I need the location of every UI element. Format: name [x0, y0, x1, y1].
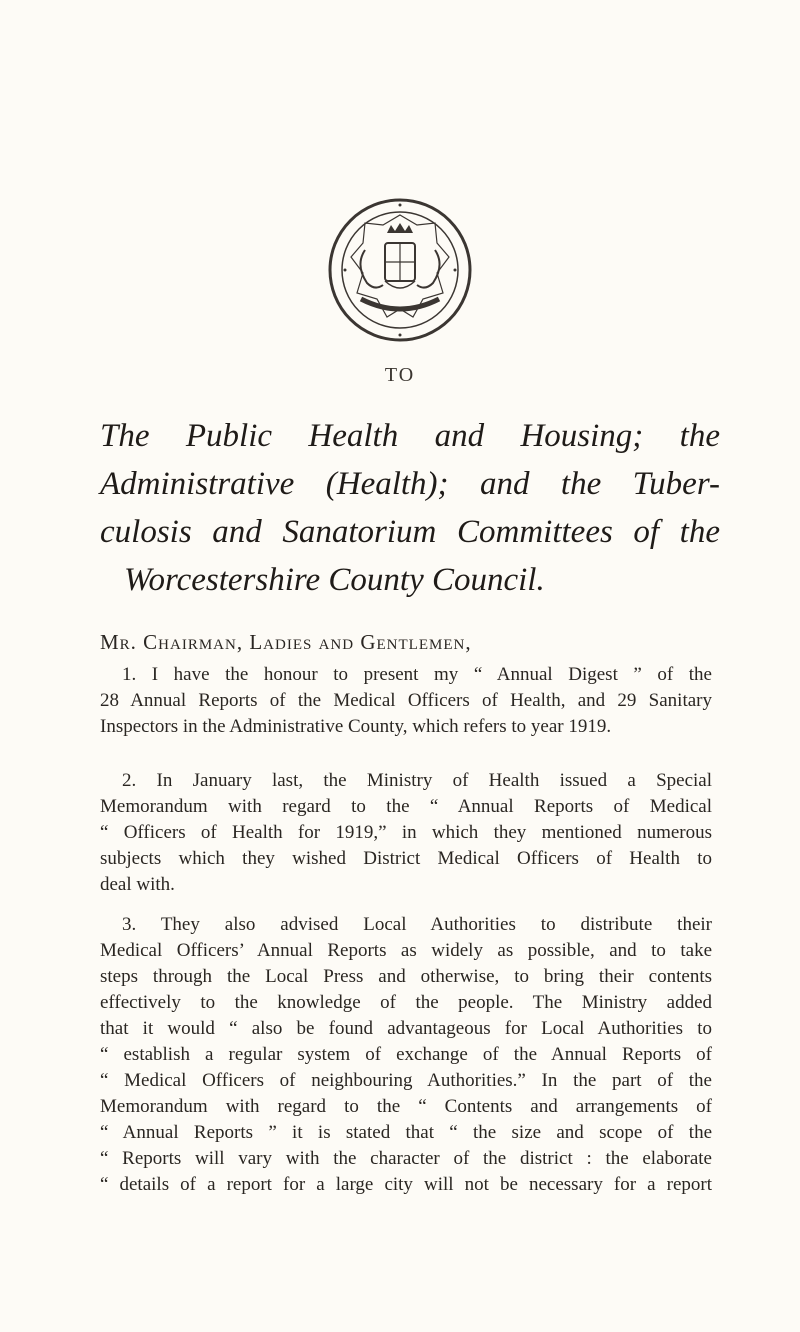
paragraph-line: “ details of a report for a large city will not be necessary for a report [100, 1174, 712, 1195]
paragraph-line: Memorandum with regard to the “ Contents and arrangements of [100, 1096, 712, 1117]
paragraph-line: 2. In January last, the Ministry of Health issued a Special [122, 770, 712, 791]
dedication-line: The Public Health and Housing; the [100, 418, 720, 454]
paragraph-line: Medical Officers’ Annual Reports as widely as possible, and to take [100, 940, 712, 961]
dedication-line: Worcestershire County Council. [124, 562, 545, 598]
paragraph-line: “ Officers of Health for 1919,” in which they mentioned numerous [100, 822, 712, 843]
paragraph-2 [100, 768, 712, 898]
paragraph-line: “ Reports will vary with the character of the district : the elaborate [100, 1148, 712, 1169]
paragraph-3 [100, 912, 712, 1198]
paragraph-line: Memorandum with regard to the “ Annual Reports of Medical [100, 796, 712, 817]
paragraph-line: 1. I have the honour to present my “ Annual Digest ” of the [122, 664, 712, 685]
paragraph-line: deal with. [100, 874, 175, 895]
salutation: Mr. Chairman, Ladies and Gentlemen, [100, 630, 472, 654]
paragraph-line: “ Annual Reports ” it is stated that “ the size and scope of the [100, 1122, 712, 1143]
paragraph-line: subjects which they wished District Medical Officers of Health to [100, 848, 712, 869]
paragraph-line: steps through the Local Press and otherwise, to bring their contents [100, 966, 712, 987]
paragraph-line: “ establish a regular system of exchange of the Annual Reports of [100, 1044, 712, 1065]
paragraph-line: 28 Annual Reports of the Medical Officers of Health, and 29 Sanitary [100, 690, 712, 711]
paragraph-line: that it would “ also be found advantageous for Local Authorities to [100, 1018, 712, 1039]
paragraph-line: Inspectors in the Administrative County, which refers to year 1919. [100, 716, 612, 737]
royal-coat-of-arms-seal-icon [325, 195, 475, 345]
paragraph-line: effectively to the knowledge of the people. The Ministry added [100, 992, 712, 1013]
paragraph-line: “ Medical Officers of neighbouring Authorities.” In the part of the [100, 1070, 712, 1091]
paragraph-line: 3. They also advised Local Authorities to distribute their [122, 914, 712, 935]
dedication-to-label: TO [384, 364, 416, 386]
dedication-line: culosis and Sanatorium Committees of the [100, 514, 720, 550]
dedication-heading [100, 412, 720, 604]
paragraph-1 [100, 662, 712, 740]
dedication-line: Administrative (Health); and the Tuber- [100, 466, 720, 502]
